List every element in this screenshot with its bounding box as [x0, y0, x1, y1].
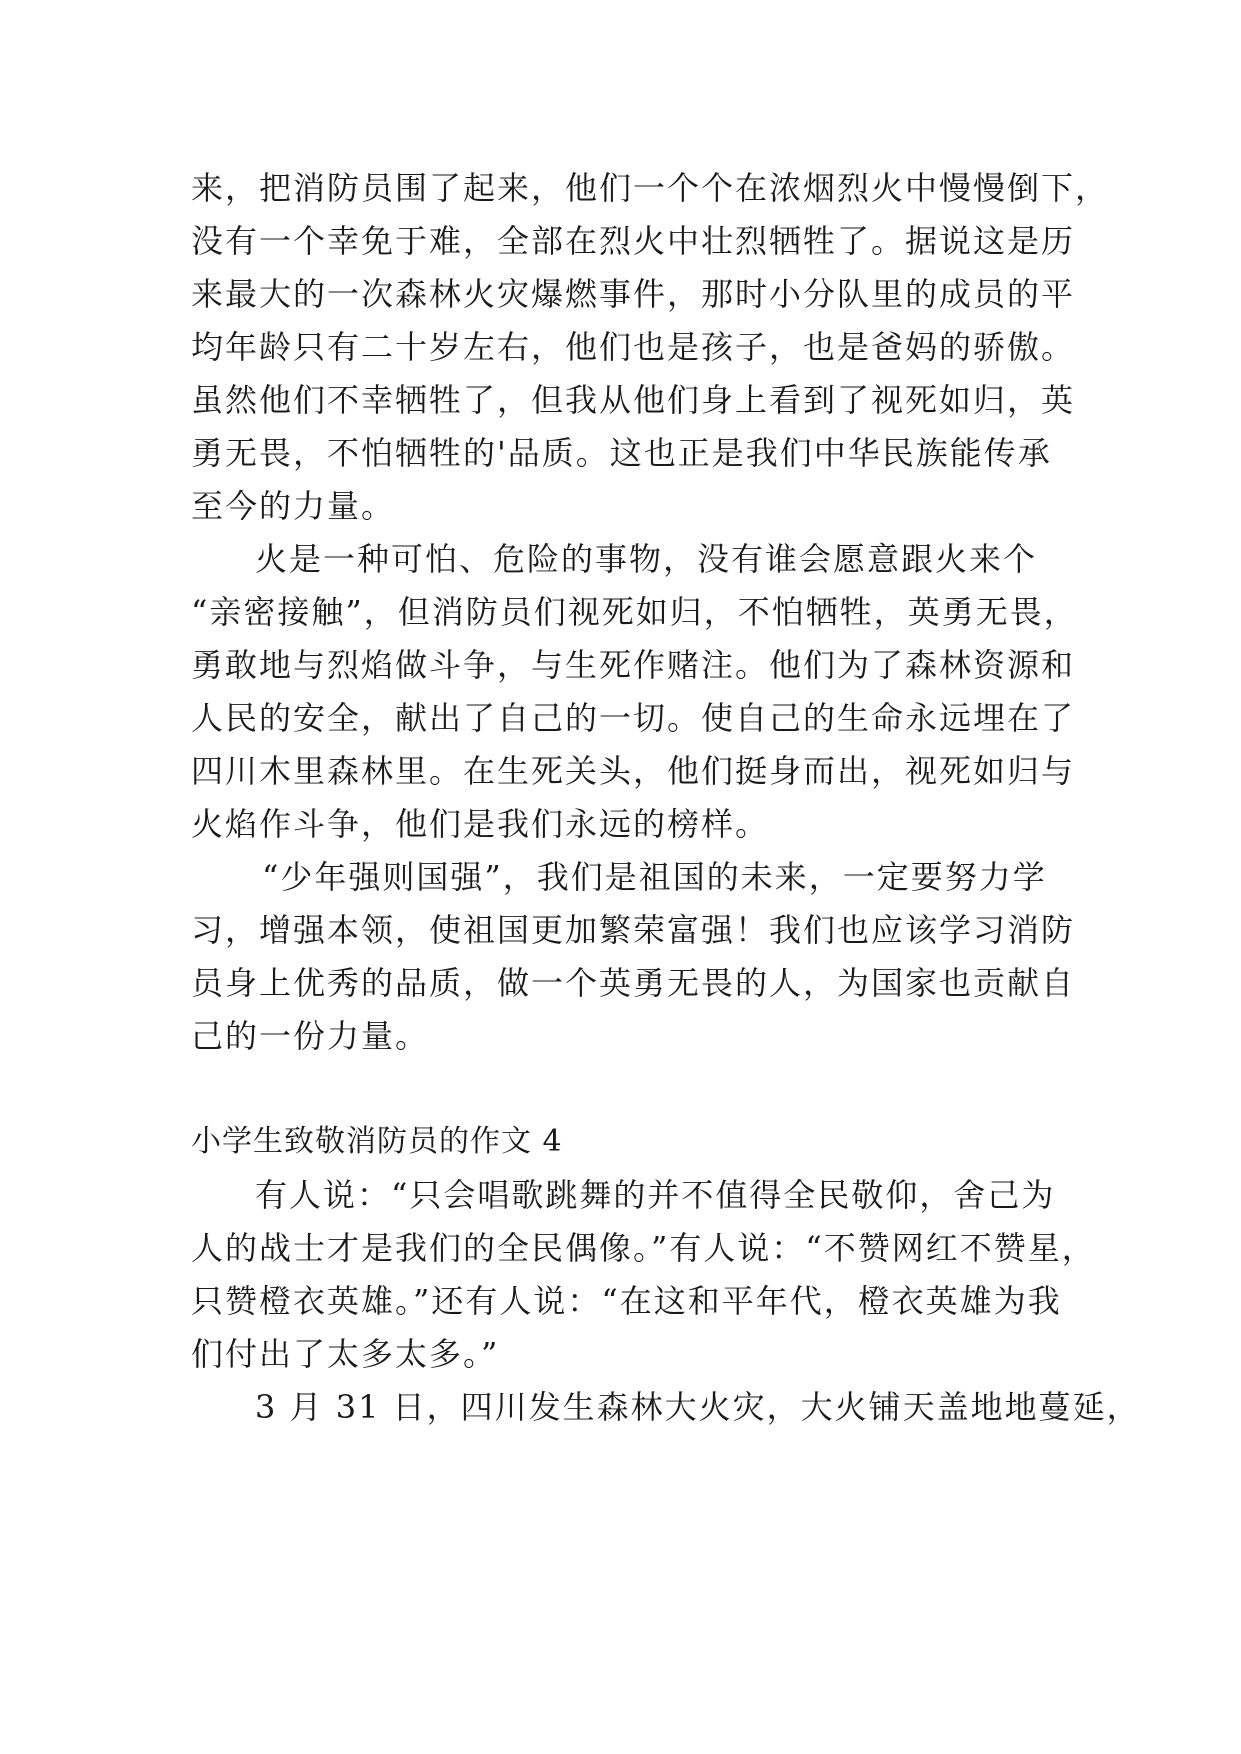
paragraph-line: 员身上优秀的品质，做一个英勇无畏的人，为国家也贡献自 — [191, 964, 1076, 1002]
paragraph-line: 人民的安全，献出了自己的一切。使自己的生命永远埋在了 — [191, 699, 1076, 737]
paragraph-line: “亲密接触”，但消防员们视死如归，不怕牺牲，英勇无畏， — [191, 593, 1078, 631]
paragraph-line: 火是一种可怕、危险的事物，没有谁会愿意跟火来个 — [255, 540, 1038, 578]
section-heading: 小学生致敬消防员的作文 4 — [191, 1124, 563, 1159]
paragraph-line: 至今的力量。 — [191, 487, 396, 525]
paragraph-line: 勇敢地与烈焰做斗争，与生死作赌注。他们为了森林资源和 — [191, 646, 1076, 684]
paragraph-line: 己的一份力量。 — [191, 1017, 430, 1055]
paragraph-line: 没有一个幸免于难，全部在烈火中壮烈牺牲了。据说这是历 — [191, 222, 1076, 260]
paragraph-line: 虽然他们不幸牺牲了，但我从他们身上看到了视死如归，英 — [191, 381, 1076, 419]
paragraph-line: 均年龄只有二十岁左右，他们也是孩子，也是爸妈的骄傲。 — [191, 328, 1076, 366]
paragraph-line: 四川木里森林里。在生死关头，他们挺身而出，视死如归与 — [191, 752, 1076, 790]
paragraph-line: 们付出了太多太多。” — [191, 1335, 500, 1373]
paragraph-line: 来最大的一次森林火灾爆燃事件，那时小分队里的成员的平 — [191, 275, 1076, 313]
paragraph-line: 只赞橙衣英雄。”还有人说：“在这和平年代，橙衣英雄为我 — [191, 1282, 1062, 1320]
paragraph-line: 来，把消防员围了起来，他们一个个在浓烟烈火中慢慢倒下， — [191, 169, 1110, 207]
paragraph-line: 有人说：“只会唱歌跳舞的并不值得全民敬仰，舍己为 — [255, 1176, 1056, 1214]
paragraph-line: 火焰作斗争，他们是我们永远的榜样。 — [191, 805, 770, 843]
paragraph-line: 勇无畏，不怕牺牲的'品质。这也正是我们中华民族能传承 — [191, 434, 1052, 472]
paragraph-line: 3 月 31 日，四川发生森林大火灾，大火铺天盖地地蔓延， — [255, 1388, 1141, 1426]
paragraph-line: 人的战士才是我们的全民偶像。”有人说：“不赞网红不赞星， — [191, 1229, 1096, 1267]
paragraph-line: “少年强则国强”，我们是祖国的未来，一定要努力学 — [262, 858, 1047, 896]
paragraph-line: 习，增强本领，使祖国更加繁荣富强！我们也应该学习消防 — [191, 911, 1076, 949]
